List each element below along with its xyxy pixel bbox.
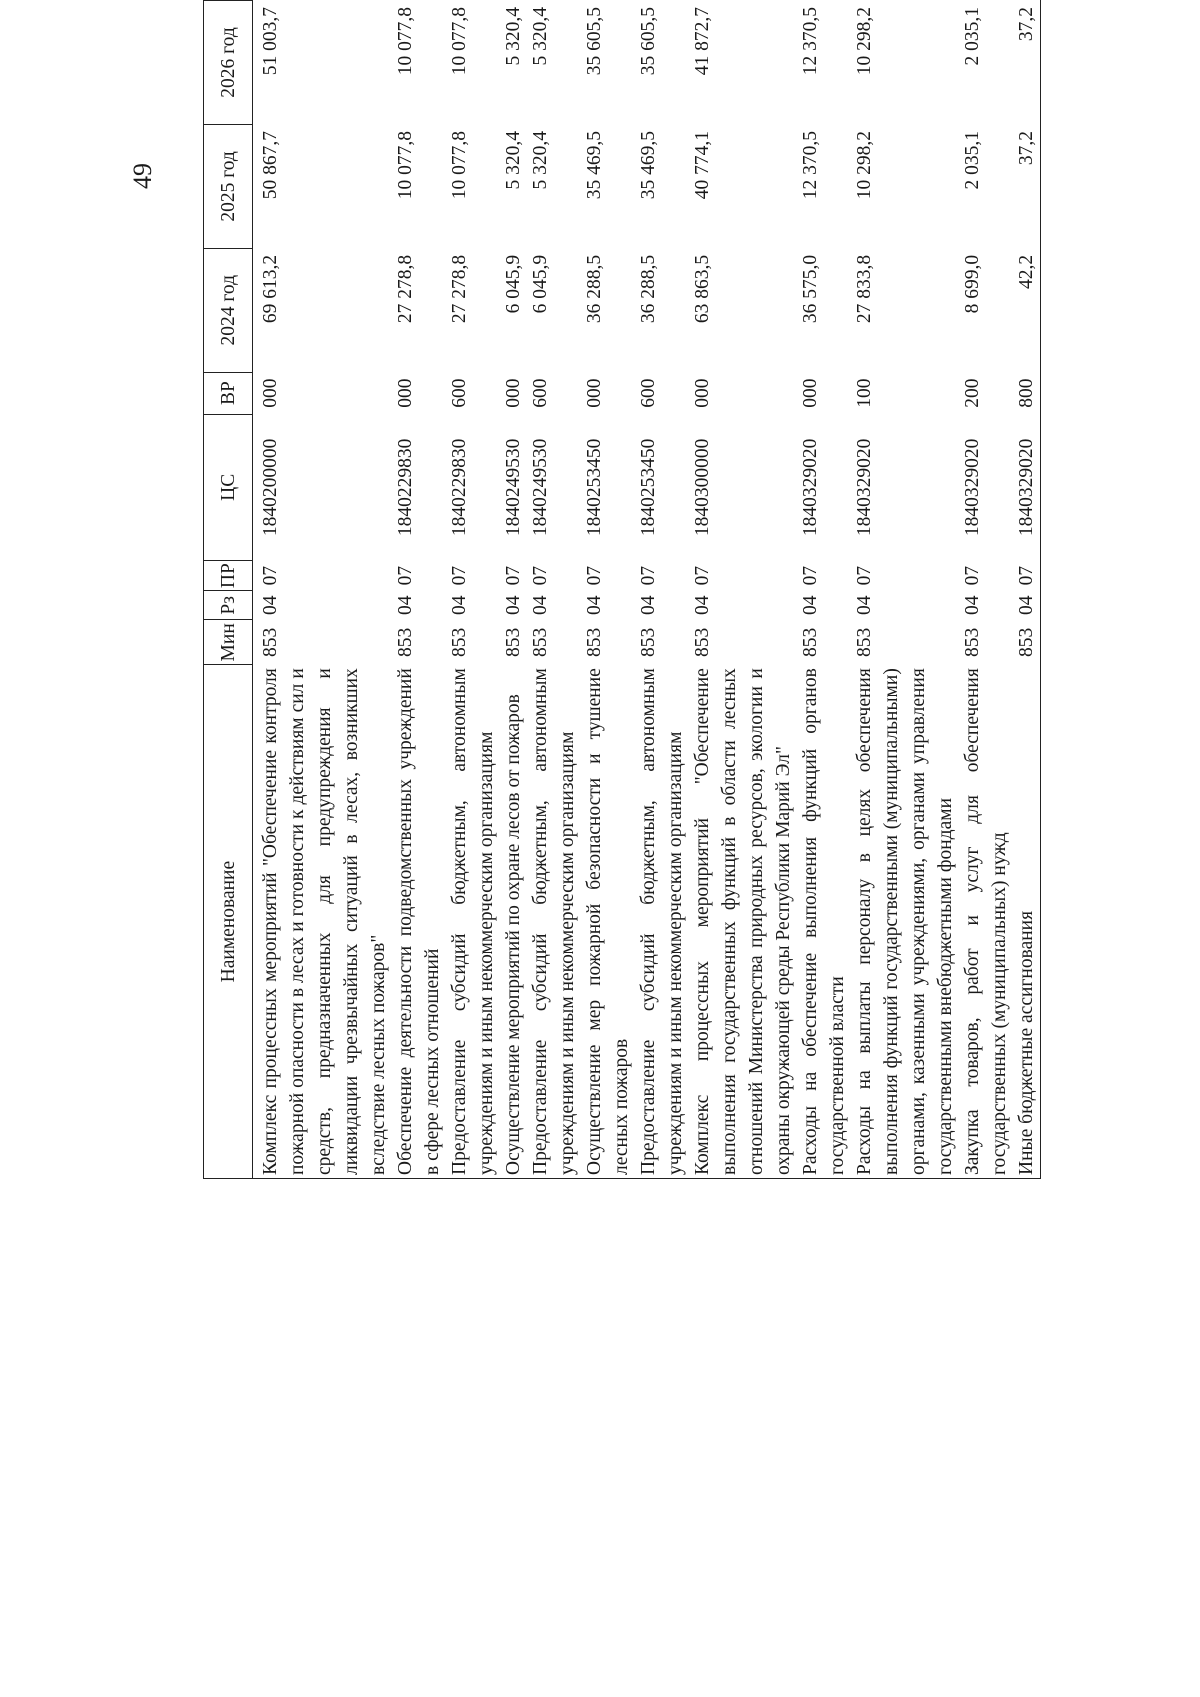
- row-min: 853: [800, 627, 821, 657]
- row-rz: 04: [962, 595, 983, 616]
- row-pr: 07: [449, 565, 470, 586]
- table-row: [253, 1, 393, 1179]
- row-rz: 04: [530, 595, 551, 616]
- row-rz: 04: [503, 595, 524, 616]
- row-value-2026: 35 605,5: [584, 7, 605, 76]
- row-cs: 1840329020: [854, 438, 875, 537]
- row-name: Иные бюджетные ассигнования: [1013, 665, 1041, 1179]
- row-pr: 07: [800, 565, 821, 586]
- header-vr: ВР: [204, 372, 253, 414]
- header-name: Наименование: [204, 665, 253, 1179]
- budget-table: [203, 0, 1041, 1179]
- header-2025: 2025 год: [204, 124, 253, 248]
- row-cs: 1840300000: [692, 438, 713, 537]
- row-name: Осуществление мероприятий по охране лесов от пожаров: [500, 665, 527, 1179]
- row-cs: 1840200000: [260, 438, 281, 537]
- table-row: [1013, 1, 1041, 1179]
- row-cs: 1840229830: [449, 438, 470, 537]
- row-value-2026: 5 320,4: [530, 7, 551, 66]
- row-cs: 1840249530: [503, 438, 524, 537]
- row-min: 853: [449, 627, 470, 657]
- row-vr: 000: [503, 378, 524, 408]
- row-vr: 000: [584, 378, 605, 408]
- row-value-2026: 2 035,1: [962, 7, 983, 66]
- row-vr: 000: [395, 378, 416, 408]
- table-row: [959, 1, 1013, 1179]
- header-2026: 2026 год: [204, 1, 253, 125]
- row-pr: 07: [530, 565, 551, 586]
- row-pr: 07: [962, 565, 983, 586]
- row-name: Осуществление мер пожарной безопасности и тушение лесных пожаров: [581, 665, 635, 1179]
- row-cs: 1840329020: [962, 438, 983, 537]
- row-value-2024: 63 863,5: [692, 254, 713, 324]
- row-name: Предоставление субсидий бюджетным, автономным учреждениям и иным некоммерческим организациям: [527, 665, 581, 1179]
- row-cs: 1840253450: [638, 438, 659, 537]
- table-row: [446, 1, 500, 1179]
- table-row: [851, 1, 959, 1179]
- row-value-2025: 10 077,8: [395, 130, 416, 200]
- table-row: [635, 1, 689, 1179]
- row-value-2025: 2 035,1: [962, 130, 983, 190]
- row-min: 853: [692, 627, 713, 657]
- row-name: Комплекс процессных мероприятий "Обеспечение контроля пожарной опасности в лесах и готовности к действиям сил и средств, предназначенных для предупреждения и ликвидации чрезвычайных ситуаций в лесах, возникших вследствие лесных пожаров": [253, 665, 393, 1179]
- row-vr: 000: [692, 378, 713, 408]
- row-name: Предоставление субсидий бюджетным, автономным учреждениям и иным некоммерческим организациям: [446, 665, 500, 1179]
- row-value-2024: 8 699,0: [962, 254, 983, 314]
- row-cs: 1840253450: [584, 438, 605, 537]
- row-vr: 000: [800, 378, 821, 408]
- row-value-2024: 42,2: [1013, 248, 1041, 372]
- row-value-2024: 27 278,8: [449, 254, 470, 324]
- row-rz: 04: [1013, 591, 1041, 620]
- row-value-2026: 10 298,2: [854, 7, 875, 76]
- row-min: 853: [584, 627, 605, 657]
- row-min: 853: [260, 627, 281, 657]
- row-name: Комплекс процессных мероприятий "Обеспечение выполнения государственных функций в области лесных отношений Министерства природных ресурсов, экологии и охраны окружающей среды Республики Марий Эл": [689, 665, 797, 1179]
- row-rz: 04: [449, 595, 470, 616]
- row-value-2026: 10 077,8: [395, 7, 416, 76]
- row-value-2025: 50 867,7: [260, 130, 281, 200]
- row-vr: 600: [638, 378, 659, 408]
- table-row: [581, 1, 635, 1179]
- row-cs: 1840229830: [395, 438, 416, 537]
- table-row: [500, 1, 527, 1179]
- row-vr: 100: [854, 378, 875, 408]
- row-rz: 04: [584, 595, 605, 616]
- row-value-2024: 6 045,9: [503, 254, 524, 314]
- page-number: 49: [128, 163, 157, 189]
- row-pr: 07: [692, 565, 713, 586]
- row-pr: 07: [1013, 561, 1041, 591]
- row-rz: 04: [395, 595, 416, 616]
- row-value-2025: 10 298,2: [854, 130, 875, 200]
- header-2024: 2024 год: [204, 248, 253, 372]
- row-pr: 07: [395, 565, 416, 586]
- row-value-2024: 6 045,9: [530, 254, 551, 314]
- row-value-2024: 69 613,2: [260, 254, 281, 324]
- row-pr: 07: [260, 565, 281, 586]
- row-value-2026: 10 077,8: [449, 7, 470, 76]
- row-name: Предоставление субсидий бюджетным, автономным учреждениям и иным некоммерческим организациям: [635, 665, 689, 1179]
- row-pr: 07: [638, 565, 659, 586]
- row-value-2024: 36 288,5: [638, 254, 659, 324]
- table-row: [527, 1, 581, 1179]
- row-value-2026: 37,2: [1013, 1, 1041, 125]
- row-min: 853: [395, 627, 416, 657]
- row-cs: 1840329020: [800, 438, 821, 537]
- row-rz: 04: [638, 595, 659, 616]
- row-value-2024: 27 833,8: [854, 254, 875, 324]
- row-value-2025: 35 469,5: [584, 130, 605, 200]
- header-pr: ПР: [204, 561, 253, 591]
- row-vr: 600: [530, 378, 551, 408]
- row-value-2026: 5 320,4: [503, 7, 524, 66]
- row-rz: 04: [800, 595, 821, 616]
- row-value-2024: 27 278,8: [395, 254, 416, 324]
- row-value-2025: 5 320,4: [530, 130, 551, 190]
- row-rz: 04: [854, 595, 875, 616]
- row-value-2025: 40 774,1: [692, 130, 713, 200]
- row-pr: 07: [854, 565, 875, 586]
- row-pr: 07: [584, 565, 605, 586]
- row-min: 853: [1013, 620, 1041, 665]
- row-value-2024: 36 288,5: [584, 254, 605, 324]
- row-min: 853: [530, 627, 551, 657]
- table-row: [392, 1, 446, 1179]
- table-body: [253, 1, 1041, 1179]
- row-value-2026: 12 370,5: [800, 7, 821, 76]
- row-min: 853: [638, 627, 659, 657]
- row-min: 853: [503, 627, 524, 657]
- row-min: 853: [854, 627, 875, 657]
- row-value-2026: 41 872,7: [692, 7, 713, 76]
- row-value-2026: 51 003,7: [260, 7, 281, 76]
- table-header-row: [204, 1, 253, 1179]
- row-name: Закупка товаров, работ и услуг для обеспечения государственных (муниципальных) нужд: [959, 665, 1013, 1179]
- row-value-2025: 12 370,5: [800, 130, 821, 200]
- row-vr: 600: [449, 378, 470, 408]
- row-pr: 07: [503, 565, 524, 586]
- row-value-2025: 37,2: [1013, 124, 1041, 248]
- row-value-2025: 5 320,4: [503, 130, 524, 190]
- header-cs: ЦС: [204, 414, 253, 561]
- row-name: Обеспечение деятельности подведомственных учреждений в сфере лесных отношений: [392, 665, 446, 1179]
- row-value-2025: 10 077,8: [449, 130, 470, 200]
- row-name: Расходы на обеспечение выполнения функций органов государственной власти: [797, 665, 851, 1179]
- row-vr: 200: [962, 378, 983, 408]
- row-value-2024: 36 575,0: [800, 254, 821, 324]
- row-rz: 04: [260, 595, 281, 616]
- row-cs: 1840329020: [1013, 414, 1041, 561]
- row-cs: 1840249530: [530, 438, 551, 537]
- row-min: 853: [962, 627, 983, 657]
- row-vr: 000: [260, 378, 281, 408]
- row-value-2026: 35 605,5: [638, 7, 659, 76]
- row-rz: 04: [692, 595, 713, 616]
- header-rz: Рз: [204, 591, 253, 620]
- header-min: Мин: [204, 620, 253, 665]
- row-value-2025: 35 469,5: [638, 130, 659, 200]
- table-row: [797, 1, 851, 1179]
- row-vr: 800: [1013, 372, 1041, 414]
- row-name: Расходы на выплаты персоналу в целях обеспечения выполнения функций государственными (муниципальными) органами, казенными учреждениями, органами управления государственными внебюджетными фондами: [851, 665, 959, 1179]
- table-row: [689, 1, 797, 1179]
